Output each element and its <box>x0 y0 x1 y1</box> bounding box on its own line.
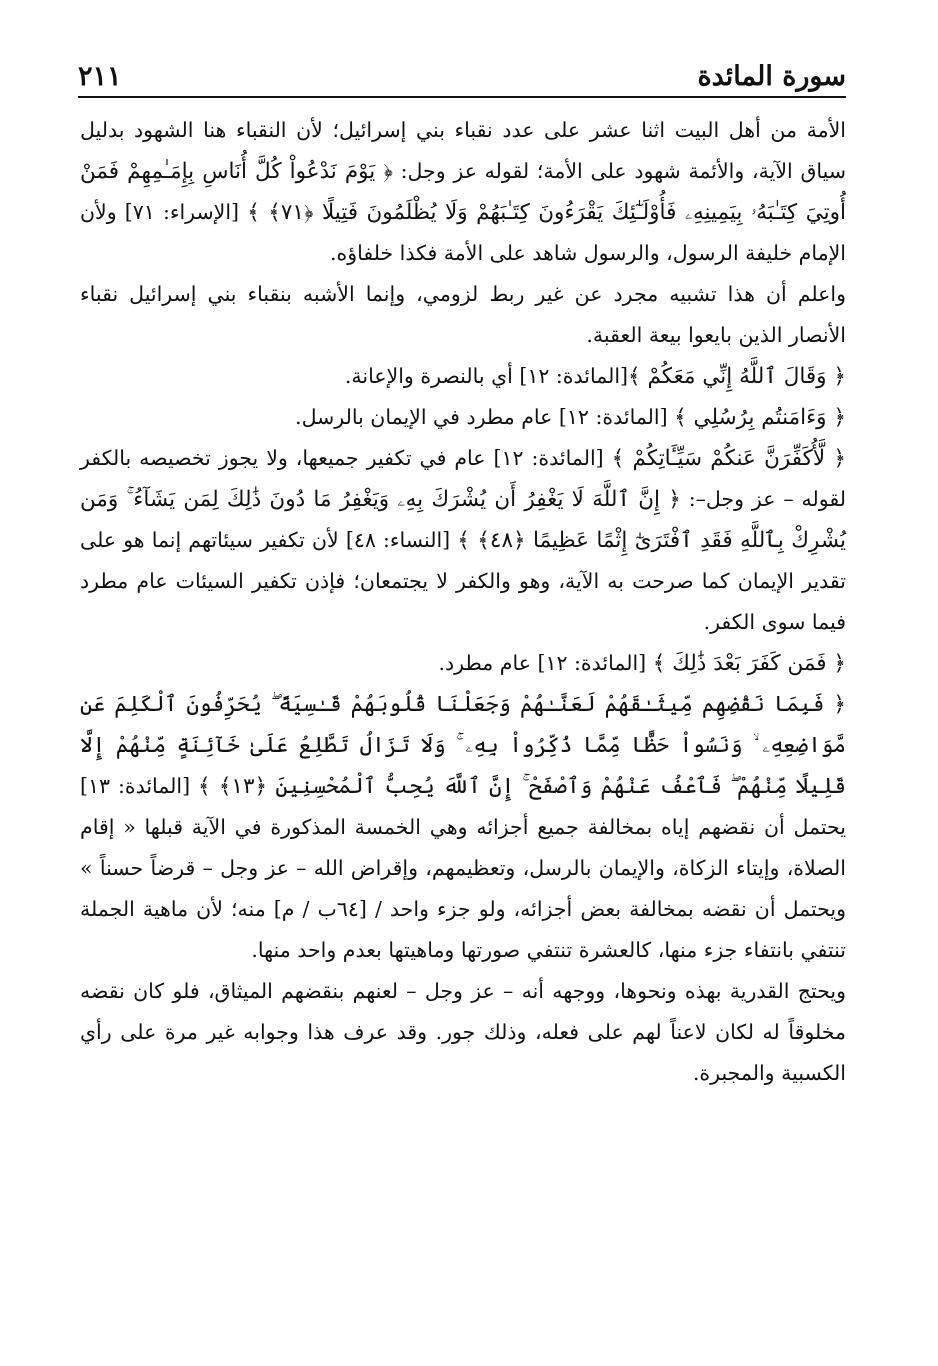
text-run: [المائدة: ١٢] أي بالنصرة والإعانة. <box>344 364 629 388</box>
quran-verse: ﴿ وَءَامَنتُم بِرُسُلِي ﴾ <box>674 405 846 430</box>
quran-verse: ﴿ إِنَّ ٱللَّهَ لَا يَغْفِرُ أَن يُشْرَكَ بِهِۦ وَيَغْفِرُ مَا دُونَ ذَٰلِكَ لِمَن يَشَآءُ ۚ وَمَن يُشْرِكْ بِٱللَّهِ فَقَدِ ٱفْتَرَىٰٓ إِثْمًا عَظِيمًا ﴿٤٨﴾ ﴾ <box>80 487 846 553</box>
page-body <box>80 110 846 1094</box>
quran-verse: ﴿ لَّأُكَفِّرَنَّ عَنكُمْ سَيِّـَٔاتِكُمْ ﴾ <box>611 446 847 471</box>
paragraph <box>80 397 846 438</box>
paragraph <box>80 356 846 397</box>
text-run: ويحتج القدرية بهذه ونحوها، ووجهه أنه – عز وجل – لعنهم بنقضهم الميثاق، فلو كان نقضه مخلوقاً له لكان لاعناً لهم على فعله، وذلك جور. وقد عرف هذا وجوابه غير مرة على رأي الكسبية والمجبرة. <box>80 979 846 1085</box>
header-divider <box>78 96 846 98</box>
paragraph <box>80 643 846 684</box>
paragraph <box>80 438 846 643</box>
quran-verse: ﴿ فَمَن كَفَرَ بَعْدَ ذَٰلِكَ ﴾ <box>652 651 846 676</box>
paragraph <box>80 274 846 356</box>
quran-verse: ﴿ فَبِمَا نَقْضِهِم مِّيثَـٰقَهُمْ لَعَنَّـٰهُمْ وَجَعَلْنَا قُلُوبَهُمْ قَـٰسِيَةً ۖ يُحَرِّفُونَ ٱلْكَلِمَ عَن مَّوَاضِعِهِۦ ۙ وَنَسُواْ حَظًّا مِّمَّا ذُكِّرُواْ بِهِۦ ۚ وَلَا تَزَالُ تَطَّلِعُ عَلَىٰ خَآئِنَةٍ مِّنْهُمْ إِلَّا قَلِيلًا مِّنْهُمْ ۖ فَٱعْفُ عَنْهُمْ وَٱصْفَحْ ۚ إِنَّ ٱللَّهَ يُحِبُّ ٱلْمُحْسِنِينَ ﴿١٣﴾ ﴾ <box>80 692 846 799</box>
text-run: [المائدة: ١٣] يحتمل أن نقضهم إياه بمخالفة جميع أجزائه وهي الخمسة المذكورة في الآية قبلها « إقام الصلاة، وإيتاء الزكاة، والإيمان بالرسل، وتعظيمهم، وإقراض الله – عز وجل – قرضاً حسناً » ويحتمل أن نقضه بمخالفة بعض أجزائه، ولو جزء واحد / [٦٤ب / م] منه؛ لأن ماهية الجملة تنتفي بانتفاء جزء منها، كالعشرة تنتفي صورتها وماهيتها بعدم واحد منها. <box>80 774 846 962</box>
text-run: [الإسراء: ٧١] ولأن الإمام خليفة الرسول، والرسول شاهد على الأمة فكذا خلفاؤه. <box>80 200 846 265</box>
text-run: [المائدة: ١٢] عام مطرد في الإيمان بالرسل. <box>295 405 675 429</box>
quran-verse: ﴿ وَقَالَ ٱللَّهُ إِنِّي مَعَكُمْ ﴾ <box>628 364 846 389</box>
page-header <box>78 52 846 92</box>
text-run: [المائدة: ١٢] عام في تكفير جميعها، ولا يجوز تخصيصه بالكفر لقوله – عز وجل–: <box>80 446 846 511</box>
text-run: [النساء: ٤٨] لأن تكفير سيئاتهم إنما هو على تقدير الإيمان كما صرحت به الآية، وهو والكفر لا يجتمعان؛ فإذن تكفير السيئات عام مطرد فيما سوى الكفر. <box>80 528 846 634</box>
paragraph <box>80 110 846 274</box>
quran-verse: ﴿ يَوْمَ نَدْعُواْ كُلَّ أُنَاسِ بِإِمَـٰمِهِمْ فَمَنْ أُوتِيَ كِتَـٰبَهُۥ بِيَمِينِهِۦ فَأُوْلَـٰٓئِكَ يَقْرَءُونَ كِتَـٰبَهُمْ وَلَا يُظْلَمُونَ فَتِيلًا ﴿٧١﴾ ﴾ <box>80 159 846 225</box>
text-run: واعلم أن هذا تشبيه مجرد عن غير ربط لزومي، وإنما الأشبه بنقباء بني إسرائيل نقباء الأنصار الذين بايعوا بيعة العقبة. <box>80 282 846 347</box>
paragraph <box>80 684 846 971</box>
text-run: الأمة من أهل البيت اثنا عشر على عدد نقباء بني إسرائيل؛ لأن النقباء هنا الشهود بدليل سياق الآية، والأئمة شهود على الأمة؛ لقوله عز وجل: <box>80 118 846 183</box>
page-number: ٢١١ <box>78 61 122 92</box>
surah-title: سورة المائدة <box>697 61 846 92</box>
paragraph <box>80 971 846 1094</box>
text-run: [المائدة: ١٢] عام مطرد. <box>438 651 653 675</box>
